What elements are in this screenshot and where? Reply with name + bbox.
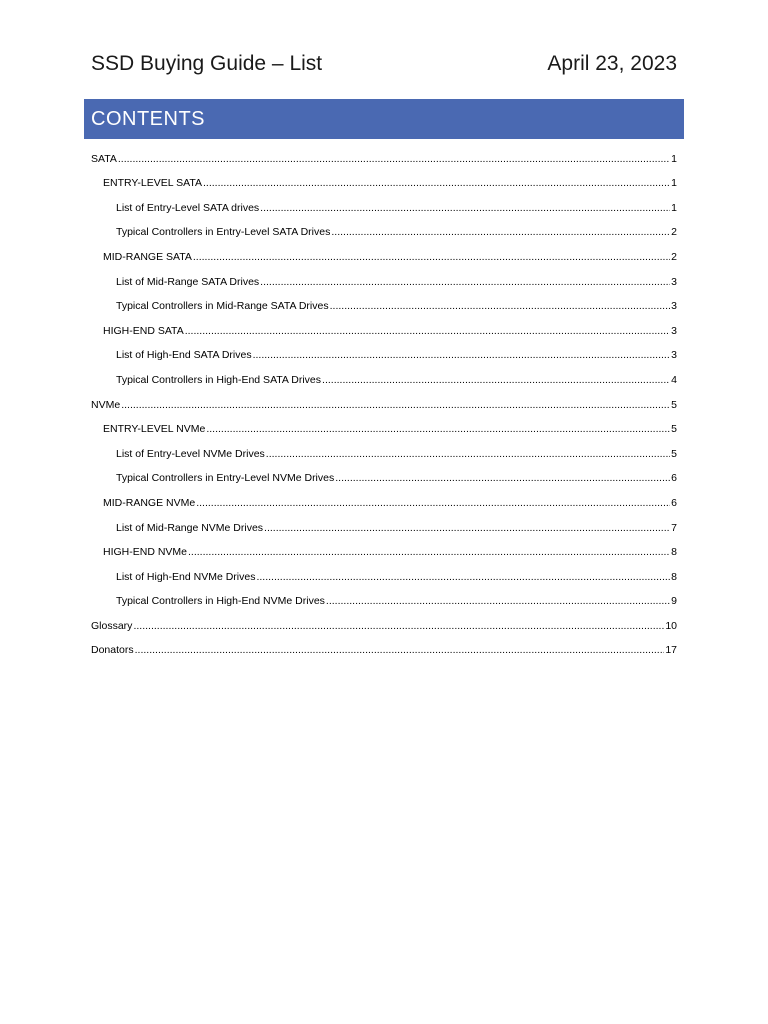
toc-leader-dots	[335, 471, 670, 485]
toc-entry-label: Glossary	[91, 619, 133, 632]
toc-entry[interactable]	[91, 365, 677, 390]
toc-entry[interactable]	[91, 415, 677, 440]
toc-entry[interactable]	[91, 587, 677, 612]
contents-heading: CONTENTS	[91, 107, 205, 130]
toc-entry-label: Typical Controllers in High-End NVMe Drives	[116, 595, 325, 608]
toc-leader-dots	[326, 594, 670, 608]
toc-entry-label: List of High-End NVMe Drives	[116, 570, 256, 583]
toc-entry[interactable]	[91, 611, 677, 636]
table-of-contents	[91, 144, 677, 660]
toc-leader-dots	[206, 422, 670, 436]
toc-entry-page: 8	[671, 546, 677, 559]
toc-entry[interactable]	[91, 390, 677, 415]
toc-entry-page: 5	[671, 398, 677, 411]
toc-entry-label: HIGH-END NVMe	[103, 546, 188, 559]
toc-entry[interactable]	[91, 169, 677, 194]
page-header	[91, 52, 677, 76]
toc-entry[interactable]	[91, 193, 677, 218]
toc-entry-label: Typical Controllers in Entry-Level NVMe Drives	[116, 472, 335, 485]
toc-entry-page: 3	[671, 324, 677, 337]
toc-entry-label: Typical Controllers in High-End SATA Drives	[116, 373, 322, 386]
toc-leader-dots	[188, 545, 670, 559]
toc-entry-page: 1	[671, 177, 677, 190]
toc-leader-dots	[118, 152, 670, 166]
toc-entry-page: 1	[671, 152, 677, 165]
toc-leader-dots	[264, 521, 670, 535]
toc-leader-dots	[253, 348, 671, 362]
toc-leader-dots	[185, 324, 670, 338]
toc-leader-dots	[121, 398, 670, 412]
toc-entry-page: 8	[671, 570, 677, 583]
toc-entry[interactable]	[91, 242, 677, 267]
toc-entry-label: List of Entry-Level SATA drives	[116, 201, 260, 214]
toc-entry[interactable]	[91, 488, 677, 513]
toc-entry-page: 6	[671, 496, 677, 509]
toc-entry-page: 3	[671, 300, 677, 313]
toc-entry-page: 1	[671, 201, 677, 214]
toc-entry-page: 3	[671, 275, 677, 288]
toc-entry-page: 17	[665, 644, 677, 657]
toc-leader-dots	[322, 373, 670, 387]
toc-entry[interactable]	[91, 144, 677, 169]
toc-entry-label: List of Mid-Range SATA Drives	[116, 275, 260, 288]
toc-entry-label: MID-RANGE NVMe	[103, 496, 196, 509]
toc-entry-page: 2	[671, 250, 677, 263]
toc-entry-label: ENTRY-LEVEL NVMe	[103, 423, 206, 436]
toc-entry-label: Typical Controllers in Mid-Range SATA Drives	[116, 300, 329, 313]
toc-entry[interactable]	[91, 341, 677, 366]
toc-leader-dots	[256, 570, 670, 584]
document-title: SSD Buying Guide – List	[91, 52, 323, 75]
toc-leader-dots	[331, 225, 670, 239]
toc-entry[interactable]	[91, 218, 677, 243]
toc-entry[interactable]	[91, 267, 677, 292]
toc-leader-dots	[266, 447, 670, 461]
toc-entry-label: SATA	[91, 152, 117, 165]
toc-entry-label: MID-RANGE SATA	[103, 250, 192, 263]
toc-entry-page: 5	[671, 447, 677, 460]
toc-entry-page: 4	[671, 373, 677, 386]
toc-entry-page: 3	[671, 349, 677, 362]
toc-entry-label: HIGH-END SATA	[103, 324, 184, 337]
toc-leader-dots	[193, 250, 670, 264]
toc-entry-page: 2	[671, 226, 677, 239]
toc-entry-page: 7	[671, 521, 677, 534]
toc-leader-dots	[135, 643, 665, 657]
toc-leader-dots	[133, 619, 664, 633]
toc-entry-page: 10	[665, 619, 677, 632]
toc-entry[interactable]	[91, 562, 677, 587]
contents-heading-bar	[84, 99, 684, 139]
toc-entry[interactable]	[91, 464, 677, 489]
toc-entry[interactable]	[91, 316, 677, 341]
toc-entry-label: Typical Controllers in Entry-Level SATA Drives	[116, 226, 331, 239]
toc-entry-page: 9	[671, 595, 677, 608]
toc-entry-label: List of High-End SATA Drives	[116, 349, 252, 362]
toc-leader-dots	[196, 496, 670, 510]
toc-entry[interactable]	[91, 636, 677, 661]
toc-entry-label: List of Entry-Level NVMe Drives	[116, 447, 265, 460]
toc-entry[interactable]	[91, 538, 677, 563]
document-date: April 23, 2023	[547, 52, 677, 75]
toc-entry-label: Donators	[91, 644, 134, 657]
toc-entry[interactable]	[91, 439, 677, 464]
toc-entry-label: NVMe	[91, 398, 121, 411]
toc-entry[interactable]	[91, 292, 677, 317]
toc-leader-dots	[260, 275, 670, 289]
toc-leader-dots	[330, 299, 671, 313]
toc-leader-dots	[203, 176, 670, 190]
toc-entry[interactable]	[91, 513, 677, 538]
toc-entry-label: List of Mid-Range NVMe Drives	[116, 521, 264, 534]
toc-entry-page: 5	[671, 423, 677, 436]
toc-leader-dots	[260, 201, 670, 215]
toc-entry-label: ENTRY-LEVEL SATA	[103, 177, 203, 190]
toc-entry-page: 6	[671, 472, 677, 485]
